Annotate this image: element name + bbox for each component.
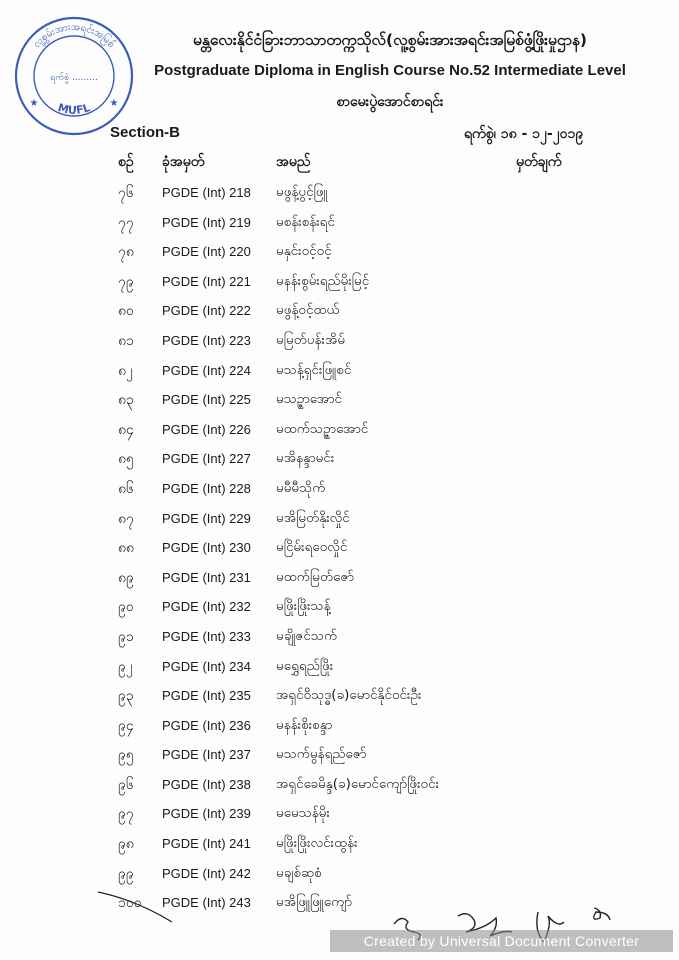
row-number: ၉၂ bbox=[118, 658, 133, 675]
table-row bbox=[0, 652, 679, 682]
title-myanmar: မန္တလေးနိုင်ငံခြားဘာသာတက္ကသိုလ်(လူ့စွမ်းအားအရင်းအမြစ်ဖွံ့ဖြိုးမှုဌာန) bbox=[193, 31, 587, 49]
table-row bbox=[0, 444, 679, 474]
row-number: ၉၄ bbox=[118, 717, 134, 734]
table-row bbox=[0, 740, 679, 770]
roll-number: PGDE (Int) 225 bbox=[162, 392, 251, 408]
row-number: ၈၁ bbox=[118, 332, 134, 349]
roll-number: PGDE (Int) 232 bbox=[162, 599, 251, 615]
table-row bbox=[0, 799, 679, 829]
svg-text:ရက်စွဲ .........: ရက်စွဲ ......... bbox=[50, 73, 98, 83]
table-row bbox=[0, 770, 679, 800]
university-seal bbox=[12, 14, 136, 138]
svg-text:လူ့စွမ်းအားအရင်းအမြစ်: လူ့စွမ်းအားအရင်းအမြစ် bbox=[31, 21, 117, 50]
student-name: မဖြိုးဖြိုးသန့် bbox=[276, 598, 331, 615]
svg-text:MUFL: MUFL bbox=[56, 101, 92, 117]
student-name: မအိမြတ်နိုးလှိုင် bbox=[276, 509, 350, 526]
roll-number: PGDE (Int) 242 bbox=[162, 865, 251, 881]
table-row bbox=[0, 415, 679, 445]
roll-number: PGDE (Int) 218 bbox=[162, 185, 251, 200]
student-name: မဖွန့်ဝင့်ထယ် bbox=[276, 302, 340, 319]
roll-number: PGDE (Int) 237 bbox=[162, 747, 251, 763]
pen-stroke bbox=[96, 886, 176, 926]
student-name: အရှင်ခေမိန္ဒ(ခ)မောင်ကျော်ဖြိုးဝင်း bbox=[276, 775, 440, 792]
student-name: မနှင်းဝင့်ဝင့် bbox=[276, 243, 332, 260]
roll-number: PGDE (Int) 220 bbox=[162, 244, 251, 260]
table-row bbox=[0, 267, 679, 297]
column-header-name: အမည် bbox=[276, 154, 311, 170]
row-number: ၁၀၀ bbox=[118, 895, 142, 912]
section-label: Section-B bbox=[110, 124, 181, 141]
row-number: ၈၉ bbox=[118, 569, 134, 586]
student-name: မငြိမ်းရဝေလှိုင် bbox=[276, 539, 348, 556]
student-name: မသန့်ရှင်းဖြူစင် bbox=[276, 361, 352, 378]
roll-number: PGDE (Int) 235 bbox=[162, 688, 251, 704]
roll-number: PGDE (Int) 224 bbox=[162, 362, 251, 378]
row-number: ၈၅ bbox=[118, 451, 134, 468]
student-name: မသက်မွန်ရည်ဇော် bbox=[276, 746, 367, 763]
roll-number: PGDE (Int) 234 bbox=[162, 658, 251, 674]
row-number: ၉၃ bbox=[118, 688, 134, 705]
roll-number: PGDE (Int) 233 bbox=[162, 628, 251, 644]
table-row bbox=[0, 356, 679, 386]
roll-number: PGDE (Int) 231 bbox=[162, 569, 251, 585]
roll-number: PGDE (Int) 236 bbox=[162, 717, 251, 733]
table-row bbox=[0, 178, 679, 208]
table-row bbox=[0, 296, 679, 326]
row-number: ၉၉ bbox=[118, 865, 134, 882]
row-number: ၉၇ bbox=[118, 806, 134, 823]
column-header-remark: မှတ်ချက် bbox=[516, 154, 562, 170]
column-header-no: စဉ် bbox=[118, 154, 134, 170]
table-row bbox=[0, 474, 679, 504]
roll-number: PGDE (Int) 222 bbox=[162, 303, 251, 319]
roll-number: PGDE (Int) 230 bbox=[162, 540, 251, 556]
row-number: ၉၅ bbox=[118, 747, 134, 764]
student-name: မရွှေရည်ဖြိုး bbox=[276, 657, 334, 674]
row-number: ၈၆ bbox=[118, 480, 134, 497]
student-name: မချိုဇင်သက် bbox=[276, 627, 338, 644]
student-name: မမီမီသိုက် bbox=[276, 479, 326, 496]
row-number: ၈၄ bbox=[118, 421, 134, 438]
student-name: မဖြိုးဖြိုးလင်းထွန်း bbox=[276, 835, 358, 852]
student-name: မစန်းစန်းရင် bbox=[276, 213, 335, 230]
row-number: ၇၈ bbox=[118, 244, 134, 261]
document-date: ရက်စွဲ၊ ၁၈ - ၁၂-၂၀၁၉ bbox=[464, 126, 584, 142]
table-row bbox=[0, 622, 679, 652]
table-row bbox=[0, 504, 679, 534]
row-number: ၇၆ bbox=[118, 185, 134, 201]
student-name: မမြတ်ပန်းအိမ် bbox=[276, 331, 346, 348]
table-row bbox=[0, 563, 679, 593]
svg-text:★: ★ bbox=[29, 98, 39, 109]
row-number: ၉၆ bbox=[118, 776, 134, 793]
roll-number: PGDE (Int) 223 bbox=[162, 332, 251, 348]
student-name: မသဉ္ဇာအောင် bbox=[276, 391, 343, 408]
student-name: မမေသန်မိုး bbox=[276, 805, 330, 822]
watermark-banner: Created by Universal Document Converter bbox=[330, 930, 673, 952]
roll-number: PGDE (Int) 229 bbox=[162, 510, 251, 526]
student-name: မအိဖြူဖြူကျော် bbox=[276, 894, 353, 911]
table-row bbox=[0, 208, 679, 238]
table-row bbox=[0, 829, 679, 859]
subtitle-pass-list: စာမေးပွဲအောင်စာရင်း bbox=[336, 94, 444, 110]
roll-number: PGDE (Int) 221 bbox=[162, 273, 251, 289]
column-header-roll: ခုံအမှတ် bbox=[162, 154, 205, 170]
row-number: ၈၂ bbox=[118, 362, 133, 379]
row-number: ၉၈ bbox=[118, 836, 134, 853]
title-english: Postgraduate Diploma in English Course No.52 Intermediate Level bbox=[154, 62, 626, 79]
roll-number: PGDE (Int) 238 bbox=[162, 776, 251, 792]
table-row bbox=[0, 533, 679, 563]
table-row bbox=[0, 681, 679, 711]
roll-number: PGDE (Int) 227 bbox=[162, 451, 251, 467]
results-list bbox=[0, 178, 679, 918]
table-row bbox=[0, 237, 679, 267]
roll-number: PGDE (Int) 241 bbox=[162, 836, 251, 852]
row-number: ၉၀ bbox=[118, 599, 134, 616]
row-number: ၉၁ bbox=[118, 628, 134, 645]
student-name: မထက်သဉ္ဇာအောင် bbox=[276, 420, 369, 437]
table-row bbox=[0, 592, 679, 622]
table-row bbox=[0, 385, 679, 415]
row-number: ၇၇ bbox=[118, 214, 134, 231]
roll-number: PGDE (Int) 226 bbox=[162, 421, 251, 437]
table-row bbox=[0, 711, 679, 741]
table-row bbox=[0, 859, 679, 889]
svg-text:★: ★ bbox=[109, 98, 119, 109]
table-row bbox=[0, 326, 679, 356]
roll-number: PGDE (Int) 243 bbox=[162, 895, 251, 911]
roll-number: PGDE (Int) 219 bbox=[162, 214, 251, 230]
row-number: ၈၃ bbox=[118, 392, 134, 409]
row-number: ၈၀ bbox=[118, 303, 134, 320]
row-number: ၇၉ bbox=[118, 273, 134, 290]
roll-number: PGDE (Int) 228 bbox=[162, 480, 251, 496]
student-name: မအိနန္ဒာမင်း bbox=[276, 450, 335, 467]
row-number: ၈၇ bbox=[118, 510, 134, 527]
row-number: ၈၈ bbox=[118, 540, 134, 557]
student-name: မထက်မြတ်ဇော် bbox=[276, 568, 355, 585]
student-name: အရှင်ဝိသုဒ္ဓ(ခ)မောင်နိုင်ဝင်းဦး bbox=[276, 687, 422, 704]
student-name: မနန်းစိုးစန္ဒာ bbox=[276, 716, 333, 733]
student-name: မနန်းစွမ်းရည်မိုးမြင့် bbox=[276, 272, 370, 289]
student-name: မဖွန့်ပွင့်ဖြူ bbox=[276, 184, 328, 200]
roll-number: PGDE (Int) 239 bbox=[162, 806, 251, 822]
student-name: မချစ်ဆုစံ bbox=[276, 864, 322, 881]
